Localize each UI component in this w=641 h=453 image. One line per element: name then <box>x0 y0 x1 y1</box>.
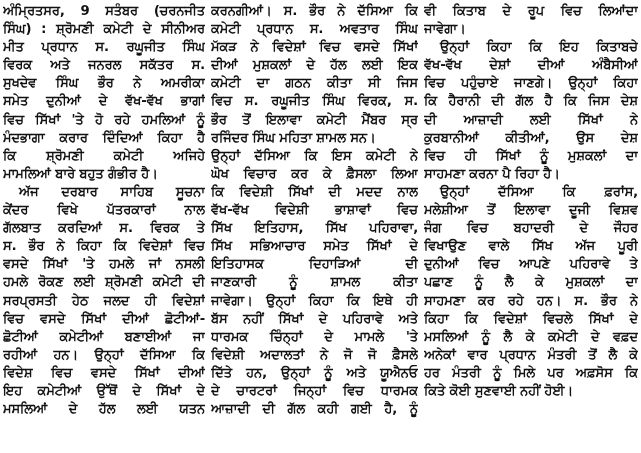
article-text-line: ਕਿ ਸ਼੍ਰੋਮਣੀ ਕਮੇਟੀ ਅਜਿਹੇ <box>3 148 205 164</box>
article-text-line: ਵਿਚ ਸ. ਰਘੂਜੀਤ ਸਿੰਘ ਵਿਰਕ, ਸ. <box>211 94 418 110</box>
article-text-line: ਵੀ ਕਿਤਾਬ ਦੇ ਰੂਪ ਵਿਚ ਲਿਆਂਦਾ <box>424 4 638 19</box>
article-text-line: ਸਿੰਘ) : ਸ਼੍ਰੋਮਣੀ ਕਮੇਟੀ ਦੇ ਸੀਨੀਅਰ <box>3 22 205 38</box>
article-text-line: ਅੰਮ੍ਰਿਤਸਰ, 9 ਸਤੰਬਰ (ਚਰਨਜੀਤ <box>3 4 205 19</box>
article-text-line: ਵਿਦੇਸ਼ ਵਿਚ ਵਸਦੇ ਸਿੱਖਾਂ ਦੀਆਂ <box>3 365 205 381</box>
article-text-line: ਪਛਾਣ ਨੂੰ ਲੈ ਕੇ ਮੁਸ਼ਕਲਾਂ ਦਾ <box>424 275 638 291</box>
article-text-line: ਸੁਖਦੇਵ ਸਿੰਘ ਭੌਰ ਨੇ ਅਮਰੀਕਾ <box>3 76 205 92</box>
article-text-line: ਅਨੇਕਾਂ ਵਾਰ ਪ੍ਰਧਾਨ ਮੰਤਰੀ ਤੋਂ ਲੈ ਕੇ <box>424 347 638 363</box>
article-text-line: ਸਮੇਤ ਦੁਨੀਆਂ ਦੇ ਵੱਖ-ਵੱਖ ਭਾਗਾਂ <box>3 94 205 110</box>
article-text-line: ਘੋਖ ਵਿਚਾਰ ਕਰ ਕੇ ਫ਼ੈਸਲਾ ਲਿਆ <box>211 166 418 182</box>
article-text-line: ਮਸਲਿਆਂ ਨੂੰ ਲੈ ਕੇ ਕਮੇਟੀ ਦੇ ਵਫ਼ਦ <box>424 329 638 345</box>
article-text-line: ਵਸਦੇ ਸਿੱਖਾਂ 'ਤੇ ਹਮਲੇ ਜਾਂ ਨਸਲੀ <box>3 257 205 273</box>
article-text-line: ਛੋਟੀਆਂ ਕਮੇਟੀਆਂ ਬਣਾਈਆਂ ਜਾ <box>3 329 205 345</box>
article-text-line: ਸਾਹਮਣਾ ਕਰ ਰਹੇ ਹਨ। ਸ. ਭੌਰ ਨੇ <box>424 293 638 309</box>
article-text-line: ਮਾਮਲਿਆਂ ਬਾਰੇ ਬਹੁਤ ਗੰਭੀਰ ਹੈ। <box>3 166 158 182</box>
article-text-line: ਸਿੱਖ ਸਭਿਆਚਾਰ ਸਮੇਤ ਸਿੱਖਾਂ ਦੇ <box>211 239 418 255</box>
article-text-line: ਵੱਖ-ਵੱਖ ਦੇਸ਼ਾਂ ਦੀਆਂ ਅੰਬੈਸੀਆਂ <box>424 58 638 74</box>
article-text-line: ਕਿ ਵਿਦੇਸ਼ੀ ਸਿੱਖਾਂ ਦੀ ਮਦਦ ਨਾਲ <box>211 184 418 200</box>
article-text-line: ਵੱਖ-ਵੱਖ ਵਿਦੇਸ਼ੀ ਭਾਸ਼ਾਵਾਂ ਵਿਚ <box>211 203 418 219</box>
article-text-line: ਮਸਲਿਆਂ ਦੇ ਹੱਲ ਲਈ ਯਤਨ <box>3 402 205 418</box>
article-text-line: ਕੇਂਦਰ ਵਿਖੇ ਪੱਤਰਕਾਰਾਂ ਨਾਲ <box>3 203 205 219</box>
article-text-line: ਅੱਜ ਦਰਬਾਰ ਸਾਹਿਬ ਸੂਚਨਾ <box>19 184 205 200</box>
article-text-line: ਕਮੇਟੀ ਦਾ ਗਠਨ ਕੀਤਾ ਸੀ ਜਿਸ <box>211 76 418 92</box>
article-text-line: ਦਿੱਤੇ ਹਨ, ਉਨ੍ਹਾਂ ਨੂੰ ਅਤੇ ਯੂਐਨਓ <box>211 365 418 381</box>
article-text-line: ਕਰਨਗੀਆਂ। ਸ. ਭੌਰ ਨੇ ਦੱਸਿਆ ਕਿ <box>211 4 418 19</box>
article-text-line: ਹਰ ਮੰਤਰੀ ਨੂੰ ਮਿਲੇ ਪਰ ਅਫ਼ਸੋਸ ਕਿ <box>424 365 638 381</box>
article-text-line: ਗੱਲਬਾਤ ਕਰਦਿਆਂ ਸ. ਵਿਰਕ ਤੇ <box>3 221 205 237</box>
article-text-line: ਜਾਵੇਗਾ। ਉਨ੍ਹਾਂ ਕਿਹਾ ਕਿ ਇਥੇ ਹੀ <box>211 293 418 309</box>
article-text-line: ਭੌਰ ਤੋਂ ਇਲਾਵਾ ਕਮੇਟੀ ਮੈਂਬਰ ਸ੍ਰ <box>211 112 418 128</box>
article-text-line: ਸਿੱਖ ਇਤਿਹਾਸ, ਸਿੱਖ ਪਹਿਰਾਵਾ, <box>211 221 418 237</box>
article-text-line: ਦੁਨੀਆਂ ਵਿਚ ਆਪਣੇ ਪਹਿਰਾਵੇ ਤੇ <box>424 257 638 273</box>
article-text-line: ਇਹ ਕਮੇਟੀਆਂ ਉੱਥੋਂ ਦੇ ਸਿੱਖਾਂ ਦੇ <box>3 383 205 399</box>
article-text-line: ਇਤਿਹਾਸਕ ਦਿਹਾੜਿਆਂ ਦੀ <box>211 257 418 273</box>
article-text-line: ਦੇ ਚਾਰਟਰਾਂ ਜਿਨ੍ਹਾਂ ਵਿਚ ਧਾਰਮਕ <box>211 383 418 399</box>
article-text-line: ਕਮੇਟੀ ਪ੍ਰਧਾਨ ਸ. ਅਵਤਾਰ ਸਿੰਘ <box>211 22 418 38</box>
article-text-line: ਮੰਦਭਾਗਾ ਕਰਾਰ ਦਿੰਦਿਆਂ ਕਿਹਾ ਹੈ <box>3 130 205 146</box>
article-text-line: ਧਾਰਮਕ ਚਿੰਨ੍ਹਾਂ ਦੇ ਮਾਮਲੇ 'ਤੇ <box>211 329 418 345</box>
article-text-line: ਮੱਕੜ ਨੇ ਵਿਦੇਸ਼ਾਂ ਵਿਚ ਵਸਦੇ ਸਿੱਖਾਂ <box>211 40 418 56</box>
article-text-line: ਵਿਰਕ ਅਤੇ ਜਨਰਲ ਸਕੱਤਰ ਸ. <box>3 58 205 74</box>
article-text-line: ਮੀਤ ਪ੍ਰਧਾਨ ਸ. ਰਘੂਜੀਤ ਸਿੰਘ <box>3 40 205 56</box>
article-column-2 <box>211 3 418 453</box>
article-text-line: ਜਾਣਕਾਰੀ ਨੂੰ ਸ਼ਾਮਲ ਕੀਤਾ <box>211 275 418 291</box>
article-text-line: ਕੁਰਬਾਨੀਆਂ ਕੀਤੀਆਂ, ਉਸ ਦੇਸ਼ <box>424 130 638 146</box>
article-text-line: ਆਜ਼ਾਦੀ ਦੀ ਗੱਲ ਕਹੀ ਗਈ ਹੈ, ਨੂੰ <box>211 402 418 418</box>
article-text-line: ਵਿਦੇਸ਼ੀ ਅਦਾਲਤਾਂ ਨੇ ਜੋ ਜੋ ਫ਼ੈਸਲੇ <box>211 347 418 363</box>
article-text-line: ਜਾਵੇਗਾ। <box>424 22 466 38</box>
article-text-line: ਸਰਪ੍ਰਸਤੀ ਹੇਠ ਜਲਦ ਹੀ ਵਿਦੇਸ਼ਾਂ <box>3 293 205 309</box>
article-text-line: ਉਨ੍ਹਾਂ ਕਿਹਾ ਕਿ ਇਹ ਕਿਤਾਬਚੇ <box>440 40 638 56</box>
article-text-line: ਉਨ੍ਹਾਂ ਦੱਸਿਆ ਕਿ ਫ਼ਰਾਂਸ, <box>440 184 638 200</box>
article-text-line: ਮਲੇਸ਼ੀਆ ਤੋਂ ਇਲਾਵਾ ਦੂਜੀ ਵਿਸ਼ਵ <box>424 203 638 219</box>
article-text-line: ਕਿਤੇ ਕੋਈ ਸੁਣਵਾਈ ਨਹੀਂ ਹੋਈ। <box>424 383 574 399</box>
article-text-line: ਰਜਿੰਦਰ ਸਿੰਘ ਮਹਿਤਾ ਸ਼ਾਮਲ ਸਨ। <box>211 130 376 146</box>
article-text-line: ਦੀ ਆਜ਼ਾਦੀ ਲਈ ਸਿੱਖਾਂ ਨੇ <box>424 112 638 128</box>
article-text-line: ਬੱਸ ਨਹੀਂ ਸਿੱਖਾਂ ਦੇ ਪਹਿਰਾਵੇ ਅਤੇ <box>211 311 418 327</box>
article-text-line: ਉਨ੍ਹਾਂ ਦੱਸਿਆ ਕਿ ਇਸ ਕਮੇਟੀ ਨੇ <box>211 148 418 164</box>
article-text-line: ਵਿਚ ਹੀ ਸਿੱਖਾਂ ਨੂੰ ਮੁਸ਼ਕਲਾਂ ਦਾ <box>424 148 638 164</box>
article-column-3 <box>424 3 638 453</box>
article-text-line: ਵਿਚ ਵਸਦੇ ਸਿੱਖਾਂ ਦੀਆਂ ਛੋਟੀਆਂ- <box>3 311 205 327</box>
article-text-line: ਰਹੀਆਂ ਹਨ। ਉਨ੍ਹਾਂ ਦੱਸਿਆ ਕਿ <box>3 347 205 363</box>
article-text-line: ਵਿਚ ਪਹੁੰਚਾਏ ਜਾਣਗੇ। ਉਨ੍ਹਾਂ ਕਿਹਾ <box>424 76 638 92</box>
article-text-line: ਜੰਗ ਵਿਚ ਬਹਾਦਰੀ ਦੇ ਜੌਹਰ <box>424 221 638 237</box>
article-text-line: ਵਿਖਾਉਣ ਵਾਲੇ ਸਿੱਖ ਅੱਜ ਪੂਰੀ <box>424 239 638 255</box>
article-text-line: ਦੀਆਂ ਮੁਸ਼ਕਲਾਂ ਦੇ ਹੱਲ ਲਈ ਇਕ <box>211 58 418 74</box>
article-text-line: ਸ. ਭੌਰ ਨੇ ਕਿਹਾ ਕਿ ਵਿਦੇਸ਼ਾਂ ਵਿਚ <box>3 239 205 255</box>
article-text-line: ਸਾਹਮਣਾ ਕਰਨਾ ਪੈ ਰਿਹਾ ਹੈ। <box>424 166 560 182</box>
article-text-line: ਕਿਹਾ ਕਿ ਵਿਦੇਸ਼ਾਂ ਵਿਚਲੇ ਸਿੱਖਾਂ ਦੇ <box>424 311 638 327</box>
article-text-line: ਵਿਚ ਸਿੱਖਾਂ 'ਤੇ ਹੋ ਰਹੇ ਹਮਲਿਆਂ ਨੂੰ <box>3 112 205 128</box>
article-column-1 <box>3 3 205 453</box>
article-text-line: ਹਮਲੇ ਰੋਕਣ ਲਈ ਸ਼੍ਰੋਮਣੀ ਕਮੇਟੀ ਦੀ <box>3 275 205 291</box>
article-text-line: ਕਿ ਹੈਰਾਨੀ ਦੀ ਗੱਲ ਹੈ ਕਿ ਜਿਸ ਦੇਸ਼ <box>424 94 638 110</box>
